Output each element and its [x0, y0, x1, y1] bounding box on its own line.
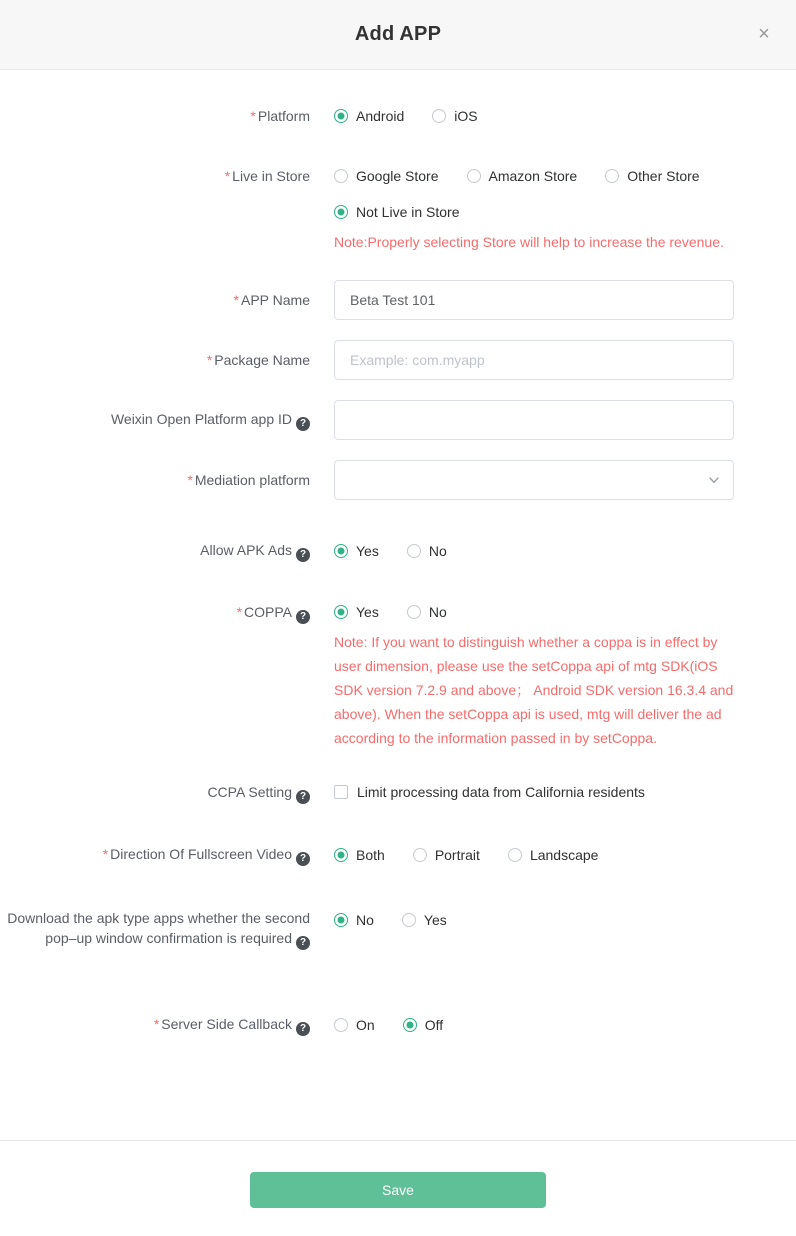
radio-unselected-icon	[402, 913, 416, 927]
form-row-app-name	[0, 280, 796, 320]
modal-header	[0, 0, 796, 70]
radio-other-store[interactable]	[605, 168, 699, 184]
radio-selected-icon	[334, 544, 348, 558]
radio-label: No	[356, 912, 374, 928]
radio-selected-icon	[334, 913, 348, 927]
chevron-down-icon	[707, 473, 721, 487]
allow-apk-ads-label: Allow APK Ads ?	[0, 540, 310, 562]
radio-label: No	[428, 604, 447, 620]
form-row-fullscreen-direction	[0, 844, 796, 866]
ccpa-checkbox[interactable]	[334, 784, 645, 800]
radio-label: Portrait	[434, 847, 480, 863]
radio-label: Google Store	[356, 168, 439, 184]
help-icon[interactable]: ?	[296, 790, 310, 804]
required-asterisk: *	[206, 352, 213, 368]
help-icon[interactable]: ?	[296, 1022, 310, 1036]
fullscreen-direction-radio-group	[334, 845, 734, 865]
radio-label: Off	[424, 1017, 444, 1033]
fullscreen-direction-label: * Direction Of Fullscreen Video ?	[0, 844, 310, 866]
form-row-ccpa	[0, 782, 796, 804]
required-asterisk: *	[153, 1016, 160, 1032]
add-app-form	[0, 70, 796, 1140]
radio-ios[interactable]	[432, 108, 477, 124]
weixin-app-id-label: Weixin Open Platform app ID ?	[0, 409, 310, 431]
radio-apk-confirm-yes[interactable]	[402, 912, 447, 928]
close-icon[interactable]: ×	[750, 20, 778, 48]
radio-unselected-icon	[334, 169, 348, 183]
live-in-store-radio-group	[334, 166, 734, 186]
radio-direction-portrait[interactable]	[413, 847, 480, 863]
radio-google-store[interactable]	[334, 168, 439, 184]
form-row-weixin-app-id	[0, 400, 796, 440]
checkbox-label: Limit processing data from California residents	[357, 784, 645, 800]
allow-apk-ads-radio-group	[334, 541, 734, 561]
radio-coppa-no[interactable]	[407, 604, 447, 620]
platform-label: * Platform	[250, 108, 310, 124]
form-row-coppa	[0, 602, 796, 750]
help-icon[interactable]: ?	[296, 548, 310, 562]
radio-label: Not Live in Store	[356, 204, 460, 220]
radio-direction-both[interactable]	[334, 847, 385, 863]
radio-not-live-in-store[interactable]	[334, 204, 460, 220]
modal-footer	[0, 1140, 796, 1236]
radio-unselected-icon	[467, 169, 481, 183]
radio-allow-apk-no[interactable]	[407, 543, 447, 559]
ccpa-label: CCPA Setting ?	[0, 782, 310, 804]
radio-label: Both	[356, 847, 385, 863]
coppa-note: Note: If you want to distinguish whether a coppa is in effect by user dimension, please use the setCoppa api of mtg SDK(iOS SDK version 7.2.9 and above； Android SDK version 16.3.4 and above). When the setCoppa api is used, mtg will deliver the ad according to the information passed in by setCoppa.	[334, 634, 734, 746]
mediation-platform-label: * Mediation platform	[187, 472, 310, 488]
help-icon[interactable]: ?	[296, 610, 310, 624]
radio-unselected-icon	[432, 109, 446, 123]
radio-label: Yes	[356, 543, 379, 559]
radio-allow-apk-yes[interactable]	[334, 543, 379, 559]
required-asterisk: *	[236, 604, 243, 620]
radio-selected-icon	[403, 1018, 417, 1032]
required-asterisk: *	[187, 472, 193, 488]
apk-confirm-label: Download the apk type apps whether the second pop–up window confirmation is required ?	[7, 910, 310, 948]
form-row-server-callback	[0, 1014, 796, 1036]
app-name-input[interactable]	[334, 280, 734, 320]
radio-unselected-icon	[508, 848, 522, 862]
radio-label: On	[356, 1017, 375, 1033]
live-in-store-note: Note:Properly selecting Store will help to increase the revenue.	[334, 234, 724, 250]
radio-unselected-icon	[334, 1018, 348, 1032]
radio-label: Yes	[356, 604, 379, 620]
radio-label: Yes	[423, 912, 447, 928]
required-asterisk: *	[233, 292, 239, 308]
radio-selected-icon	[334, 848, 348, 862]
checkbox-unchecked-icon	[334, 785, 348, 799]
radio-label: Android	[356, 108, 405, 124]
form-row-package-name	[0, 340, 796, 380]
weixin-app-id-input[interactable]	[334, 400, 734, 440]
radio-label: Other Store	[627, 168, 700, 184]
live-in-store-label: * Live in Store	[224, 168, 310, 184]
help-icon[interactable]: ?	[296, 417, 310, 431]
server-callback-radio-group	[334, 1015, 734, 1035]
required-asterisk: *	[250, 108, 256, 124]
radio-coppa-yes[interactable]	[334, 604, 379, 620]
radio-label: iOS	[454, 108, 478, 124]
radio-apk-confirm-no[interactable]	[334, 912, 374, 928]
radio-selected-icon	[334, 605, 348, 619]
coppa-label: * COPPA ?	[0, 602, 310, 624]
platform-radio-group	[334, 106, 734, 126]
modal-title: Add APP	[354, 23, 442, 45]
mediation-platform-select[interactable]	[334, 460, 734, 500]
radio-direction-landscape[interactable]	[508, 847, 599, 863]
radio-android[interactable]	[334, 108, 404, 124]
package-name-label: * Package Name	[206, 352, 310, 368]
radio-server-callback-on[interactable]	[334, 1017, 375, 1033]
radio-label: Landscape	[529, 847, 599, 863]
form-row-allow-apk-ads	[0, 540, 796, 562]
form-row-platform	[0, 106, 796, 126]
form-row-mediation-platform	[0, 460, 796, 500]
package-name-input[interactable]	[334, 340, 734, 380]
radio-label: Amazon Store	[488, 168, 578, 184]
required-asterisk: *	[102, 846, 109, 862]
radio-amazon-store[interactable]	[467, 168, 578, 184]
radio-server-callback-off[interactable]	[403, 1017, 443, 1033]
server-callback-label: * Server Side Callback ?	[0, 1014, 310, 1036]
radio-unselected-icon	[605, 169, 619, 183]
form-row-live-in-store	[0, 166, 796, 254]
radio-selected-icon	[334, 205, 348, 219]
coppa-radio-group	[334, 602, 734, 622]
required-asterisk: *	[224, 168, 231, 184]
radio-selected-icon	[334, 109, 348, 123]
help-icon[interactable]: ?	[296, 852, 310, 866]
apk-confirm-radio-group	[334, 910, 734, 930]
save-button[interactable]: Save	[250, 1172, 546, 1208]
radio-label: No	[428, 543, 447, 559]
app-name-label: * APP Name	[233, 292, 310, 308]
help-icon[interactable]: ?	[296, 936, 310, 950]
radio-unselected-icon	[407, 605, 421, 619]
radio-unselected-icon	[407, 544, 421, 558]
radio-unselected-icon	[413, 848, 427, 862]
form-row-apk-confirm	[0, 908, 796, 950]
